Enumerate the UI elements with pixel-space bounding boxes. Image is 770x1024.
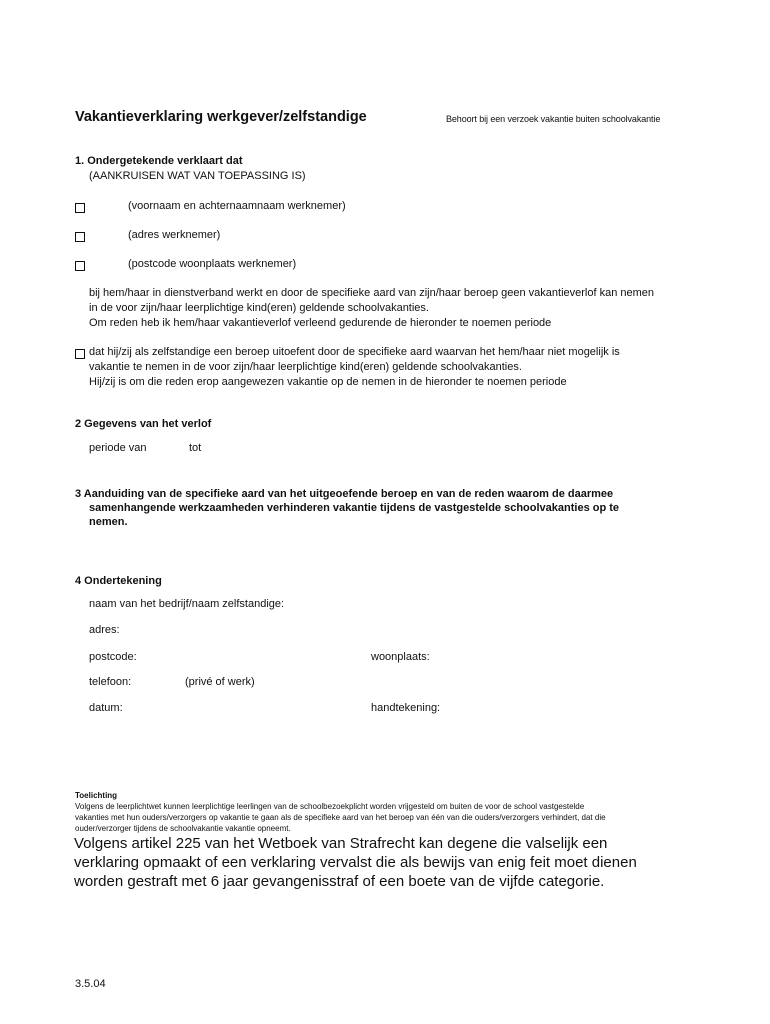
periode-label: periode van xyxy=(89,442,147,454)
notes-heading: Toelichting xyxy=(75,791,118,800)
page-subtitle: Behoort bij een verzoek vakantie buiten schoolvakantie xyxy=(446,114,661,124)
option-employee-name: (voornaam en achternaamnaam werknemer) xyxy=(128,200,346,212)
section2-heading: 2 Gegevens van het verlof xyxy=(75,418,212,430)
signature-label: handtekening: xyxy=(371,702,441,714)
woonplaats-label: woonplaats: xyxy=(371,651,430,663)
page-title: Vakantieverklaring werkgever/zelfstandige xyxy=(75,109,367,125)
warning-line-3: worden gestraft met 6 jaar gevangenisstraf of een boete van de vijfde categorie. xyxy=(74,873,605,890)
phone-label: telefoon: xyxy=(89,676,132,688)
warning-line-1: Volgens artikel 225 van het Wetboek van Strafrecht kan degene die valselijk een xyxy=(74,835,608,852)
section3-heading-line-2: samenhangende werkzaamheden verhinderen vakantie tijdens de vastgestelde schoolvakanties op te xyxy=(89,502,620,514)
date-label: datum: xyxy=(89,702,123,714)
selfemployed-text-line-1: dat hij/zij als zelfstandige een beroep uitoefent door de specifieke aard waarvan het hem/haar niet mogelijk is xyxy=(89,346,620,358)
option-employee-postcode: (postcode woonplaats werknemer) xyxy=(128,258,297,270)
selfemployed-text-line-2: vakantie te nemen in de voor zijn/haar leerplichtige kind(eren) geldende schoolvakanties. xyxy=(89,361,522,373)
phone-note: (privé of werk) xyxy=(185,676,255,688)
checkbox-selfemployed[interactable] xyxy=(75,349,85,359)
employee-text-line-2: in de voor zijn/haar leerplichtige kind(eren) geldende schoolvakanties. xyxy=(89,302,429,314)
address-label: adres: xyxy=(89,624,120,636)
checkbox-employee-postcode[interactable] xyxy=(75,261,85,271)
section3-heading-line-3: nemen. xyxy=(89,516,128,528)
checkbox-employee-name[interactable] xyxy=(75,203,85,213)
section1-heading: 1. Ondergetekende verklaart dat xyxy=(75,155,243,167)
option-employee-address: (adres werknemer) xyxy=(128,229,221,241)
company-label: naam van het bedrijf/naam zelfstandige: xyxy=(89,598,285,610)
tot-label: tot xyxy=(189,442,202,454)
version-number: 3.5.04 xyxy=(75,978,106,990)
section3-heading-line-1: 3 Aanduiding van de specifieke aard van het uitgeoefende beroep en van de reden waarom de daarmee xyxy=(75,488,614,500)
selfemployed-text-line-3: Hij/zij is om die reden erop aangewezen vakantie op de nemen in de hieronder te noemen periode xyxy=(89,376,567,388)
postcode-label: postcode: xyxy=(89,651,137,663)
notes-line-3: ouder/verzorger tijdens de schoolvakantie vakantie opneemt. xyxy=(75,824,291,833)
section1-instruction: (AANKRUISEN WAT VAN TOEPASSING IS) xyxy=(89,170,306,182)
employee-text-line-1: bij hem/haar in dienstverband werkt en door de specifieke aard van zijn/haar beroep geen vakantieverlof kan nemen xyxy=(89,287,655,299)
notes-line-2: vakanties met hun ouders/verzorgers op vakantie te gaan als de specifieke aard van het beroep van één van die ouders/verzorgers verhindert, dat die xyxy=(75,813,606,822)
notes-line-1: Volgens de leerplichtwet kunnen leerplichtige leerlingen van de schoolbezoekplicht worden vrijgesteld om buiten de voor de school vastgestelde xyxy=(75,802,585,811)
employee-text-line-3: Om reden heb ik hem/haar vakantieverlof verleend gedurende de hieronder te noemen periode xyxy=(89,317,552,329)
warning-line-2: verklaring opmaakt of een verklaring vervalst die als bewijs van enig feit moet dienen xyxy=(74,854,637,871)
checkbox-employee-address[interactable] xyxy=(75,232,85,242)
section4-heading: 4 Ondertekening xyxy=(75,575,162,587)
